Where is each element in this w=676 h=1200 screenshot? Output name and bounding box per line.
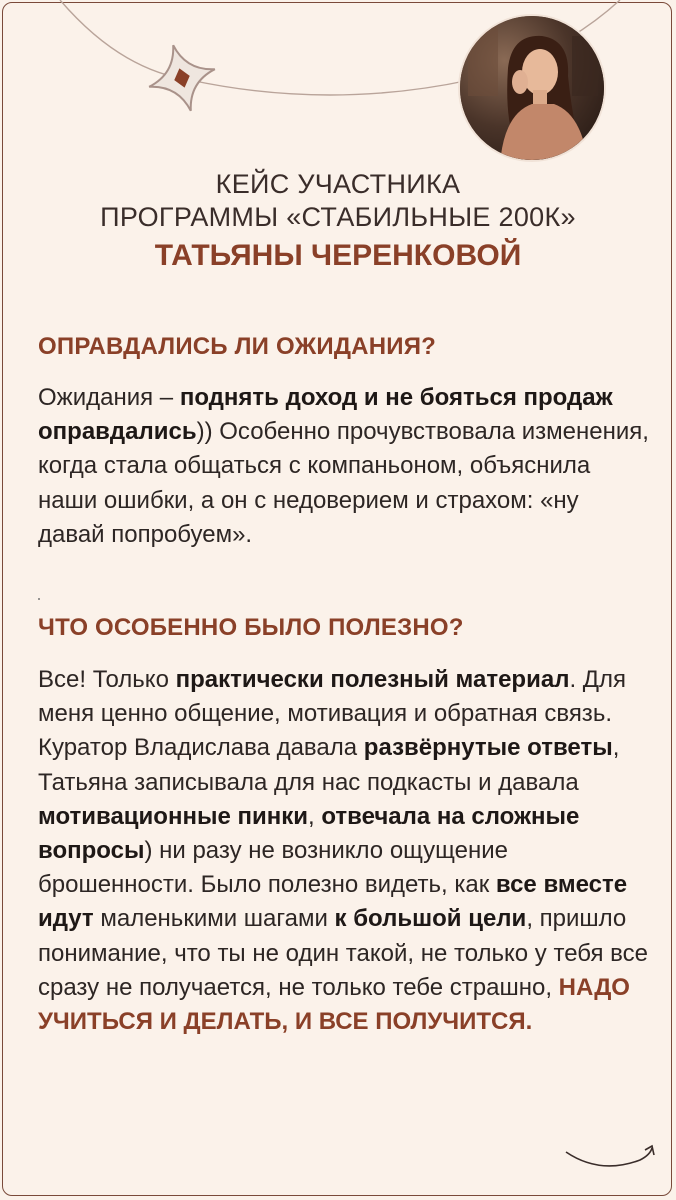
portrait-illustration <box>460 16 606 162</box>
divider-dot <box>38 598 40 600</box>
section-1-text <box>38 381 650 552</box>
header-line-2: ПРОГРАММЫ «СТАБИЛЬНЫЕ 200К» <box>100 202 576 232</box>
bold-span: развёрнутые ответы <box>363 734 613 762</box>
bold-span: все вместе идут <box>38 871 628 933</box>
bold-span: к большой цели <box>334 905 527 933</box>
text-span: . Для меня ценно общение, мотивация и обратная связь. Куратор Владислава давала <box>38 666 627 762</box>
text-span: , пришло понимание, что ты не один такой, не только у тебя все сразу не получается, не только тебе страшно, <box>38 905 648 1001</box>
section-1-title: ОПРАВДАЛИСЬ ЛИ ОЖИДАНИЯ? <box>38 333 436 360</box>
text-span: Ожидания – <box>38 384 180 411</box>
text-span: Все! Только <box>38 666 176 693</box>
bold-span: мотивационные пинки <box>38 802 308 830</box>
text-span: ) ни разу не возникло ощущение брошенности. Было полезно видеть, как <box>38 837 509 899</box>
text-span: маленькими шагами <box>93 905 335 933</box>
header <box>0 168 676 276</box>
header-line-1: КЕЙС УЧАСТНИКА <box>215 169 461 199</box>
text-span: , Татьяна записывала для нас подкасты и давала <box>38 734 620 796</box>
text-span: , <box>307 802 322 830</box>
avatar <box>458 14 606 162</box>
section-2-title: ЧТО ОСОБЕННО БЫЛО ПОЛЕЗНО? <box>38 614 464 641</box>
section-2-text <box>38 663 650 1039</box>
bold-span: поднять доход и не бояться продаж оправдались <box>38 384 613 446</box>
participant-name: ТАТЬЯНЫ ЧЕРЕНКОВОЙ <box>154 239 522 272</box>
bold-span: практически полезный материал <box>175 666 570 693</box>
bold-span: отвечала на сложные вопросы <box>38 802 580 865</box>
accent-span: НАДО УЧИТЬСЯ И ДЕЛАТЬ, И ВСЕ ПОЛУЧИТСЯ. <box>38 973 630 1036</box>
text-span: )) Особенно прочувствовала изменения, когда стала общаться с компаньоном, объяснила наши ошибки, а он с недоверием и страхом: «ну давай попробуем». <box>38 418 649 548</box>
